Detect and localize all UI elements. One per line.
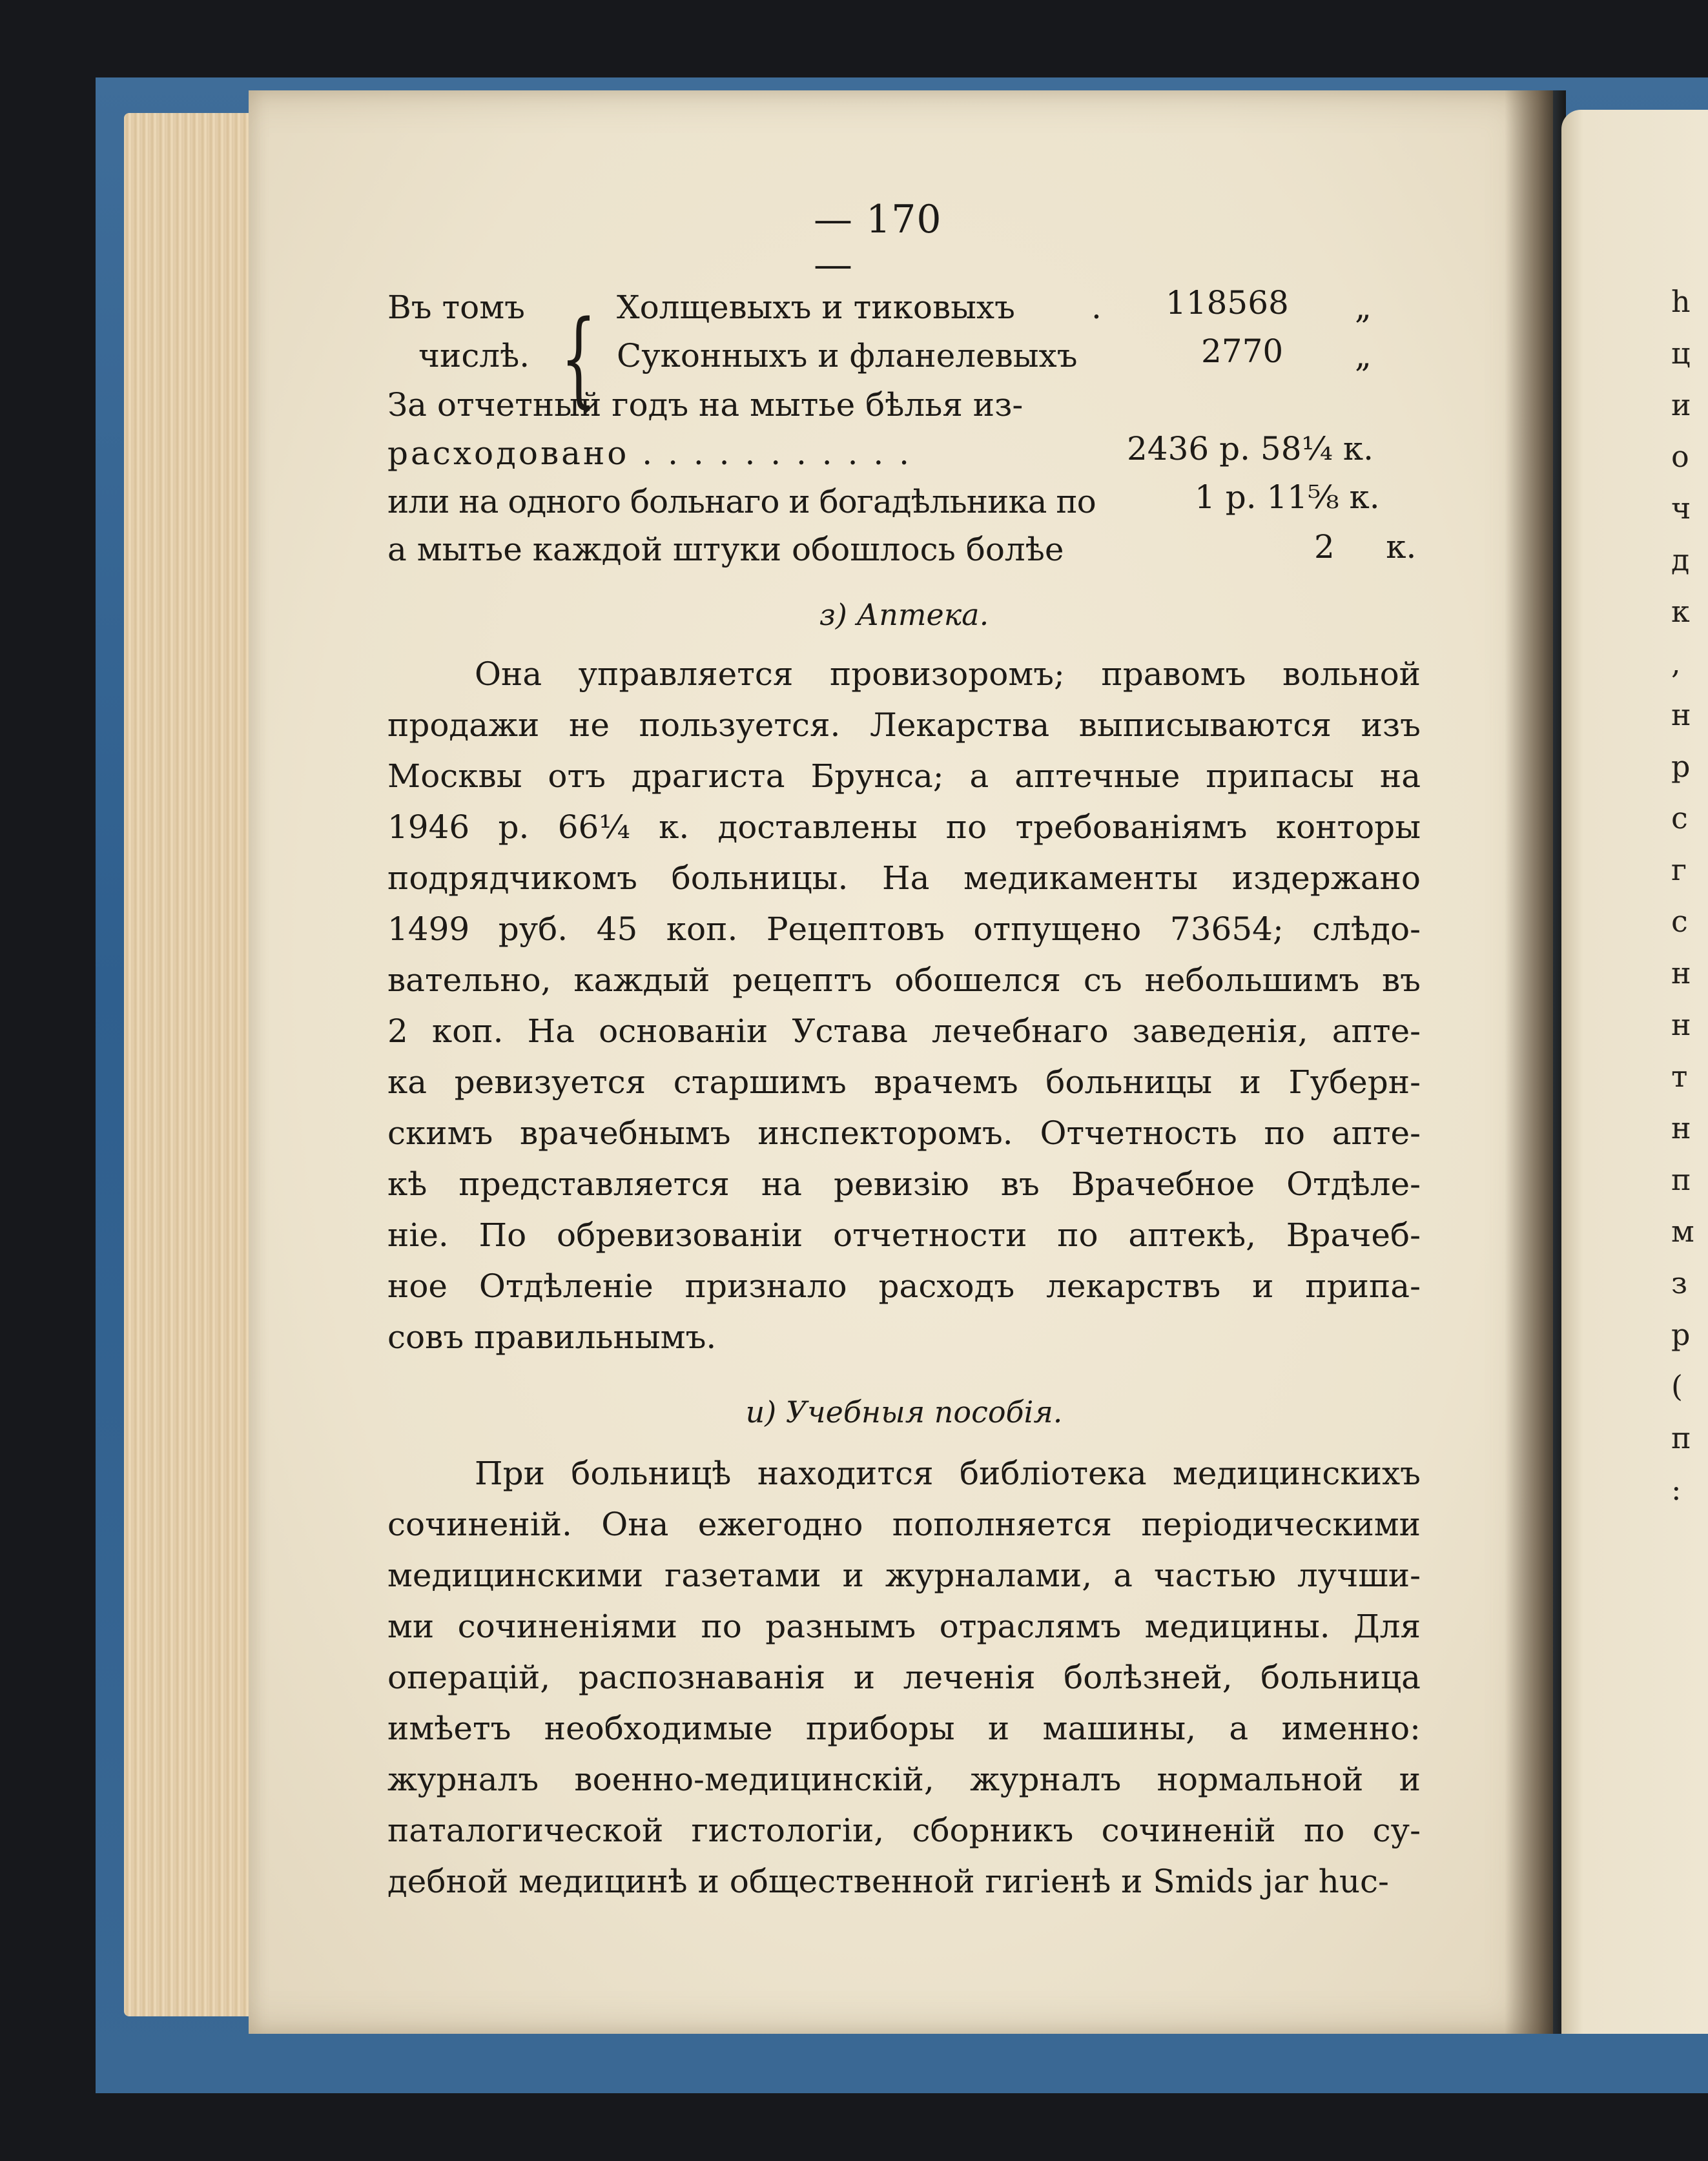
text-line: вательно, каждый рецептъ обошелся съ небольшимъ въ	[387, 961, 1421, 999]
table-row1-name: Холщевыхъ и тиковыхъ	[617, 289, 1015, 326]
next-page-fragment: т	[1671, 1059, 1688, 1094]
next-page-fragment: ,	[1671, 646, 1681, 681]
next-page-fragment: з	[1671, 1265, 1688, 1300]
text-line: продажи не пользуется. Лекарства выписываются изъ	[387, 706, 1421, 744]
next-page-fragment: о	[1671, 439, 1689, 474]
next-page-fragment: н	[1671, 697, 1691, 732]
text-line: ное Отдѣленіе признало расходъ лекарствъ и припа-	[387, 1267, 1421, 1305]
next-page-fragment: и	[1671, 387, 1691, 422]
next-page-fragment: м	[1671, 1214, 1694, 1249]
curly-brace: {	[561, 298, 597, 418]
next-page-fragment: к	[1671, 594, 1690, 629]
next-page-fragment: р	[1671, 1317, 1691, 1352]
text-line: Она управляется провизоромъ; правомъ вольной	[475, 655, 1421, 693]
next-page-fragment: н	[1671, 956, 1691, 990]
text-line: Москвы отъ драгиста Брунса; а аптечные припасы на	[387, 757, 1421, 795]
text-line: сочиненій. Она ежегодно пополняется періодическими	[387, 1506, 1421, 1543]
next-page-fragment: с	[1671, 904, 1688, 939]
next-page-fragment: с	[1671, 801, 1688, 835]
table-label-top: Въ томъ	[387, 289, 525, 326]
text-line: паталогической гистологіи, сборникъ сочиненій по су-	[387, 1812, 1421, 1849]
page-number: — 170 —	[814, 197, 942, 287]
table-row2-name: Суконныхъ и фланелевыхъ	[617, 337, 1078, 374]
laundry-line1: За отчетный годъ на мытье бѣлья из-	[387, 386, 1024, 424]
text-line: 1499 руб. 45 коп. Рецептовъ отпущено 73654; слѣдо-	[387, 910, 1421, 948]
text-line: имѣетъ необходимые приборы и машины, а именно:	[387, 1710, 1421, 1747]
text-line: журналъ военно-медицинскій, журналъ нормальной и	[387, 1761, 1421, 1798]
section-heading-teaching-aids: и) Учебныя пособія.	[745, 1395, 1063, 1429]
table-row2-mark: „	[1355, 337, 1372, 374]
next-page-fragment: п	[1671, 1162, 1691, 1197]
next-page-fragment: ч	[1671, 491, 1691, 526]
laundry-line2-text: расходовано . . . . . . . . . . .	[387, 435, 912, 472]
page-gutter	[1505, 90, 1566, 2034]
next-page-fragment: н	[1671, 1007, 1691, 1042]
next-page-edge	[1561, 110, 1708, 2034]
text-line: операцій, распознаванія и леченія болѣзней, больница	[387, 1659, 1421, 1696]
table-row2-value: 2770	[1201, 333, 1284, 370]
next-page-fragment: н	[1671, 1111, 1691, 1145]
next-page-fragment: h	[1671, 284, 1691, 319]
page-edges	[124, 113, 256, 2016]
table-row1-value: 118568	[1166, 284, 1289, 322]
text-line: При больницѣ находится библіотека медицинскихъ	[475, 1455, 1421, 1492]
paragraph-pharmacy	[387, 649, 1421, 1363]
text-line: ка ревизуется старшимъ врачемъ больницы и Губерн-	[387, 1063, 1421, 1101]
paragraph-teaching-aids	[387, 1448, 1421, 1907]
next-page-fragment: п	[1671, 1420, 1691, 1455]
next-page-fragment: ц	[1671, 336, 1691, 371]
next-page-fragment: :	[1671, 1472, 1682, 1507]
table-row1-mark: „	[1355, 289, 1372, 326]
laundry-line3-text: или на одного больнаго и богадѣльника по	[387, 483, 1096, 520]
text-line: медицинскими газетами и журналами, а частью лучши-	[387, 1557, 1421, 1594]
laundry-line4-value: 2 к.	[1314, 528, 1417, 566]
laundry-line3-value: 1 р. 11⅝ к.	[1195, 478, 1380, 516]
text-line: ніе. По обревизованіи отчетности по аптекѣ, Врачеб-	[387, 1216, 1421, 1254]
text-line: 2 коп. На основаніи Устава лечебнаго заведенія, апте-	[387, 1012, 1421, 1050]
table-label-bottom: числѣ.	[418, 337, 530, 374]
next-page-fragment: р	[1671, 749, 1691, 784]
text-line: кѣ представляется на ревизію въ Врачебное Отдѣле-	[387, 1165, 1421, 1203]
text-line: дебной медицинѣ и общественной гигіенѣ и Smids jar huc-	[387, 1863, 1389, 1900]
next-page-fragment: (	[1671, 1369, 1683, 1404]
section-heading-pharmacy: з) Аптека.	[819, 597, 989, 632]
next-page-fragment: д	[1671, 542, 1690, 577]
laundry-line4-text: а мытье каждой штуки обошлось болѣе	[387, 531, 1064, 568]
text-line: совъ правильнымъ.	[387, 1318, 717, 1356]
laundry-line2-value: 2436 р. 58¼ к.	[1127, 430, 1374, 467]
text-line: подрядчикомъ больницы. На медикаменты издержано	[387, 859, 1421, 897]
next-page-fragment: г	[1671, 852, 1687, 887]
text-line: ми сочиненіями по разнымъ отраслямъ медицины. Для	[387, 1608, 1421, 1645]
text-line: скимъ врачебнымъ инспекторомъ. Отчетность по апте-	[387, 1114, 1421, 1152]
table-row1-dot: .	[1091, 289, 1102, 326]
text-line: 1946 р. 66¼ к. доставлены по требованіямъ конторы	[387, 808, 1421, 846]
